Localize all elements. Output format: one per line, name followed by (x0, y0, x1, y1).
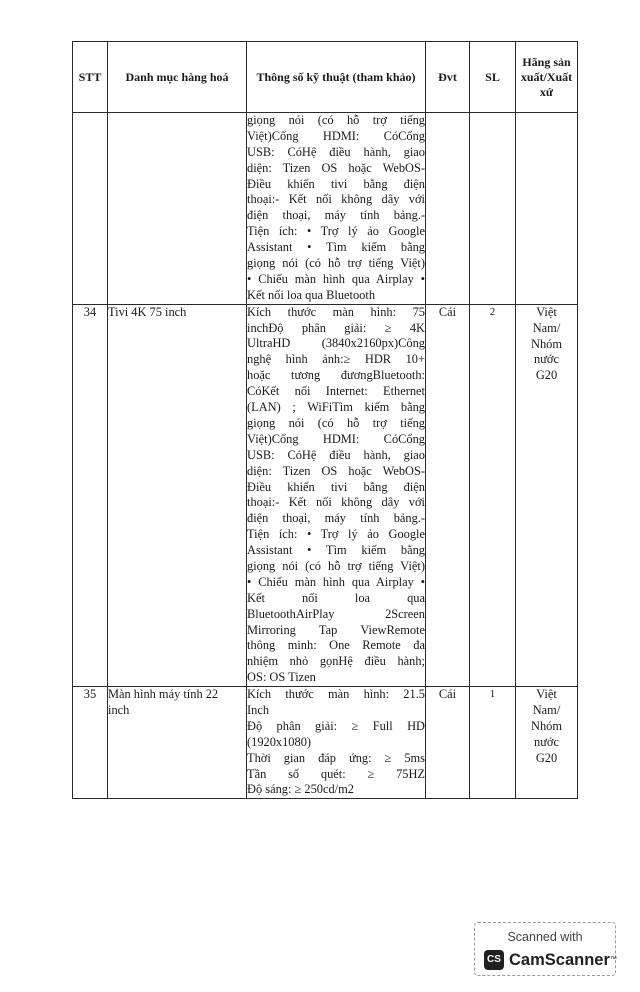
cell-line: • Chiếu màn hình qua Airplay • (247, 574, 425, 589)
cell-line: nước (534, 352, 559, 367)
trademark-mark: ™ (609, 956, 617, 963)
table-header-row (73, 42, 578, 113)
cell-line: CóKết nối Internet: Ethernet (247, 384, 425, 399)
header-maker-line: Hãng sản (522, 54, 571, 69)
cell-sl (470, 113, 516, 305)
cell-origin (516, 687, 578, 799)
cell-line: nhiệm nhỏ gọnHệ điều hành; (247, 654, 425, 669)
cell-line: giọng nói (có hỗ trợ tiếng Việt) (247, 256, 425, 271)
header-name: Danh mục hàng hoá (108, 42, 247, 113)
cell-line: Kích thước màn hình: 21.5 (247, 687, 425, 702)
cell-stt: 35 (73, 687, 108, 799)
cell-line: (1920x1080) (247, 734, 312, 749)
header-maker-line: xứ (539, 84, 554, 99)
cell-line: Thời gian đáp ứng: ≥ 5ms (247, 750, 425, 765)
cell-sl: 2 (470, 304, 516, 686)
cell-line: giọng nói (có hỗ trợ tiếng (247, 415, 425, 430)
cell-spec (247, 304, 426, 686)
header-maker-line: xuất/Xuất (520, 69, 573, 84)
cell-line: Độ phân giải: ≥ Full HD (247, 718, 425, 733)
cell-line: Nhóm (531, 718, 562, 733)
cell-line: Tần số quét: ≥ 75HZ (247, 766, 425, 781)
cell-dvt (426, 113, 470, 305)
cell-line: nước (534, 734, 559, 749)
cell-line: thoại:- Kết nối không dây với (247, 495, 425, 510)
camscanner-brand (509, 950, 617, 970)
cell-name (108, 687, 247, 799)
cell-line: giọng nói (có hỗ trợ tiếng (247, 113, 425, 127)
cell-name (108, 113, 247, 305)
cell-stt: 34 (73, 304, 108, 686)
table-row (73, 304, 578, 686)
cell-line: Inch (247, 702, 270, 717)
cell-stt (73, 113, 108, 305)
cell-line: Việt)Cổng HDMI: CóCổng (247, 431, 425, 446)
cell-line: hoặc tương đươngBluetooth: (247, 368, 425, 383)
cell-line: diện: Tizen OS hoặc WebOS- (247, 160, 425, 175)
cell-line: G20 (535, 368, 558, 383)
cell-line: Nhóm (531, 336, 562, 351)
cell-line: • Chiếu màn hình qua Airplay • (247, 271, 425, 286)
cell-line: Điều khiển tivi bằng điện (247, 176, 425, 191)
cell-line: inchĐộ phân giải: ≥ 4K (247, 320, 425, 335)
cell-line: nghệ hình ảnh:≥ HDR 10+ (247, 352, 425, 367)
header-stt: STT (73, 42, 108, 113)
cell-line: Kích thước màn hình: 75 (247, 304, 425, 319)
cell-line: inch (108, 703, 130, 717)
cell-line: điện thoại, máy tính bảng.- (247, 208, 425, 223)
header-spec: Thông số kỹ thuật (tham khảo) (247, 42, 426, 113)
cell-spec (247, 687, 426, 799)
cell-line: Việt (536, 304, 557, 319)
cell-line: Assistant • Tìm kiếm bằng (247, 240, 425, 255)
cell-line: Kết nối loa qua Bluetooth (247, 287, 376, 302)
cell-line: BluetoothAirPlay 2Screen (247, 606, 425, 621)
cell-line: thoại:- Kết nối không dây với (247, 192, 425, 207)
cell-line: Tiện ích: • Trợ lý ảo Google (247, 527, 425, 542)
cell-line: điện thoại, máy tính bảng.- (247, 511, 425, 526)
cell-line: G20 (535, 750, 558, 765)
cell-dvt: Cái (426, 304, 470, 686)
cell-dvt: Cái (426, 687, 470, 799)
cell-line: Màn hình máy tính 22 (108, 687, 219, 702)
cell-line: Điều khiển tivi bằng điện (247, 479, 425, 494)
scanned-with-caption: Scanned with (507, 930, 583, 944)
header-maker (516, 42, 578, 113)
cell-line: (LAN) ; WiFiTìm kiếm bằng (247, 400, 425, 415)
cell-line: Tiện ích: • Trợ lý ảo Google (247, 224, 425, 239)
cell-line: Kết nối loa qua (247, 590, 425, 605)
header-sl: SL (470, 42, 516, 113)
brand-name: CamScanner (509, 951, 610, 969)
cell-line: Nam/ (532, 703, 561, 717)
cell-line: diện: Tizen OS hoặc WebOS- (247, 463, 425, 478)
header-dvt: Đvt (426, 42, 470, 113)
cell-line: Mirroring Tap ViewRemote (247, 622, 425, 637)
cell-sl: 1 (470, 687, 516, 799)
goods-spec-table (72, 41, 578, 799)
cell-line: Tivi 4K 75 inch (108, 304, 187, 319)
cell-line: OS: OS Tizen (247, 670, 316, 685)
camscanner-logo-icon: CS (484, 950, 504, 970)
cell-line: Nam/ (532, 320, 561, 335)
cell-origin (516, 304, 578, 686)
cell-name (108, 304, 247, 686)
cell-line: Assistant • Tìm kiếm bằng (247, 543, 425, 558)
cell-line: giọng nói (có hỗ trợ tiếng Việt) (247, 558, 425, 573)
cell-line: Việt)Cổng HDMI: CóCổng (247, 128, 425, 143)
cell-origin (516, 113, 578, 305)
cell-line: USB: CóHệ điều hành, giao (247, 447, 425, 462)
cell-spec (247, 113, 426, 305)
cell-line: UltraHD (3840x2160px)Công (247, 336, 425, 351)
cell-line: Độ sáng: ≥ 250cd/m2 (247, 782, 354, 797)
cell-line: USB: CóHệ điều hành, giao (247, 144, 425, 159)
camscanner-badge (474, 922, 616, 976)
cell-line: Việt (536, 687, 557, 702)
cell-line: thông minh: One Remote đa (247, 638, 425, 653)
table-row-continued (73, 113, 578, 305)
table-row (73, 687, 578, 799)
